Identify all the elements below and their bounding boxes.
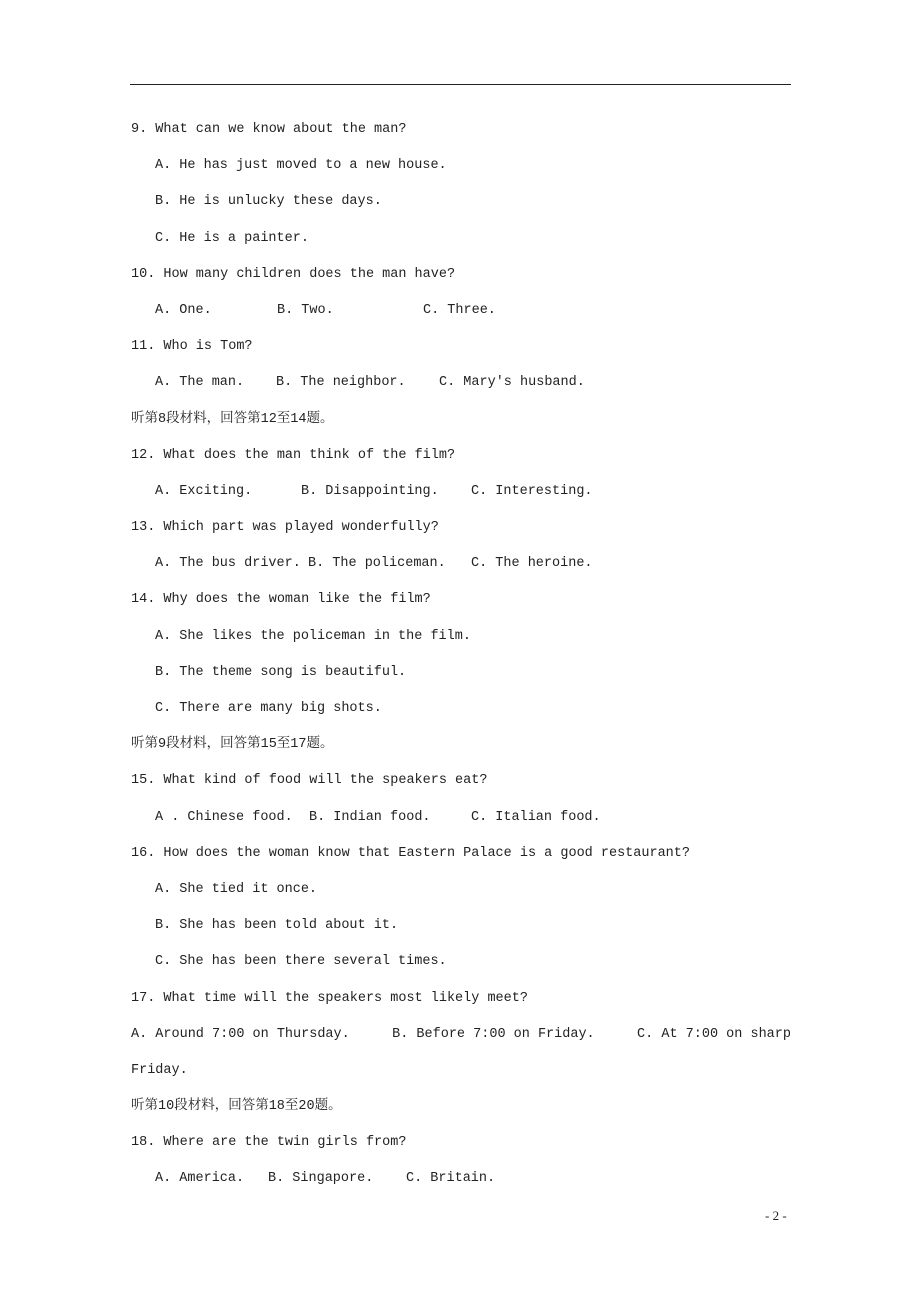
option-c: C. Britain. [406, 1171, 496, 1187]
question-11: 11. Who is Tom? [131, 339, 253, 355]
option-a: A. The man. [155, 375, 245, 391]
option-a: A. America. [155, 1171, 245, 1187]
option-c-continued: Friday. [131, 1062, 188, 1078]
option-c: C. She has been there several times. [155, 954, 447, 970]
options-row [131, 372, 791, 408]
option-b: B. Singapore. [268, 1171, 374, 1187]
option-b: B. Before 7:00 on Friday. [392, 1026, 595, 1042]
option-a: A. Around 7:00 on Thursday. [131, 1026, 350, 1042]
question-16: 16. How does the woman know that Eastern Palace is a good restaurant? [131, 845, 690, 861]
option-a: A . Chinese food. [155, 809, 293, 825]
options-row [131, 300, 791, 336]
options-row [131, 1024, 791, 1060]
question-12: 12. What does the man think of the film? [131, 447, 456, 463]
option-c: C. Interesting. [471, 483, 593, 499]
option-a: A. Exciting. [155, 483, 253, 499]
option-b: B. She has been told about it. [155, 918, 399, 934]
option-b: B. The theme song is beautiful. [155, 664, 407, 680]
option-b: B. Indian food. [309, 809, 431, 825]
option-c: C. The heroine. [471, 556, 593, 572]
page-number: - 2 - [765, 1208, 787, 1223]
question-9: 9. What can we know about the man? [131, 122, 407, 137]
section-heading-10: 听第10段材料，回答第18至20题。 [131, 1099, 342, 1115]
option-a: A. She tied it once. [155, 881, 318, 897]
question-17: 17. What time will the speakers most likely meet? [131, 990, 528, 1006]
option-c: C. Italian food. [471, 809, 601, 825]
question-13: 13. Which part was played wonderfully? [131, 520, 439, 536]
option-a: A. He has just moved to a new house. [155, 158, 447, 174]
question-14: 14. Why does the woman like the film? [131, 592, 431, 608]
section-heading-9: 听第9段材料，回答第15至17题。 [131, 737, 334, 753]
header-rule [130, 84, 791, 85]
option-c: C. Three. [423, 302, 496, 318]
section-heading-8: 听第8段材料，回答第12至14题。 [131, 411, 334, 427]
option-a: A. The bus driver. [155, 556, 301, 572]
option-a: A. One. [155, 302, 212, 318]
options-row [131, 1168, 791, 1204]
option-b: B. The neighbor. [276, 375, 406, 391]
question-10: 10. How many children does the man have? [131, 266, 456, 282]
option-b: B. Disappointing. [301, 483, 439, 499]
option-c: C. Mary's husband. [439, 375, 585, 391]
question-15: 15. What kind of food will the speakers eat? [131, 773, 488, 789]
option-b: B. The policeman. [308, 556, 446, 572]
options-row [131, 553, 791, 589]
option-a: A. She likes the policeman in the film. [155, 628, 471, 644]
option-c: C. There are many big shots. [155, 701, 382, 716]
question-list [131, 119, 791, 1205]
question-18: 18. Where are the twin girls from? [131, 1135, 407, 1151]
option-b: B. He is unlucky these days. [155, 194, 382, 210]
option-c: C. At 7:00 on sharp [637, 1026, 791, 1042]
option-b: B. Two. [277, 302, 334, 318]
options-row [131, 807, 791, 843]
options-row [131, 481, 791, 517]
option-c: C. He is a painter. [155, 230, 309, 246]
